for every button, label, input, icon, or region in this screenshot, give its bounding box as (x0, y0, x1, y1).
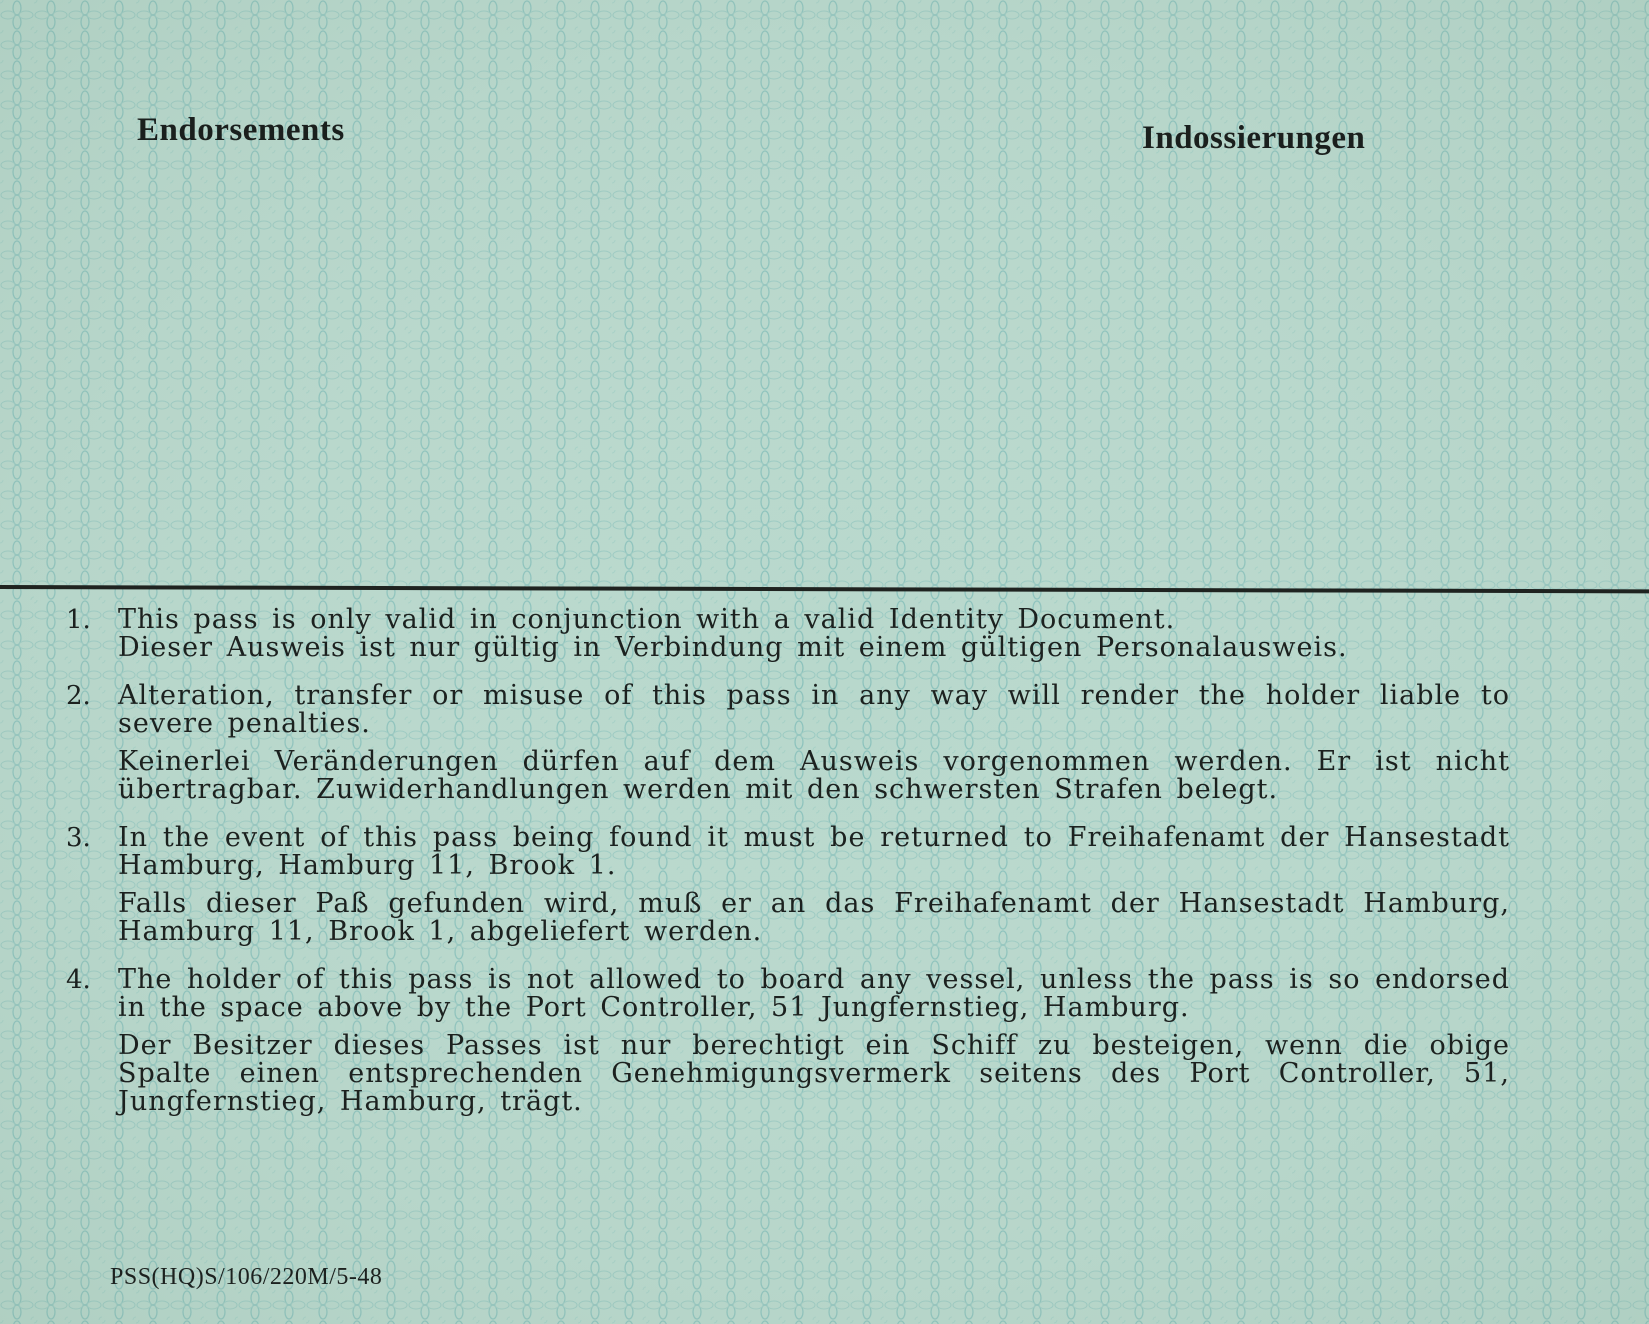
condition-text-german: Der Besitzer dieses Passes ist nur berechtigt ein Schiff zu besteigen, wenn die obige Spalte einen entsprechenden Genehmigungsvermerk seitens des Port Controller, 51, Jungfernstieg, Hamburg, trägt. (118, 1030, 1510, 1117)
condition-number: 2. (66, 681, 91, 711)
condition-number: 1. (66, 605, 91, 635)
condition-body (118, 966, 1510, 1116)
condition-text-german: Falls dieser Paß gefunden wird, muß er an das Freihafenamt der Hansestadt Hamburg, Hamburg 11, Brook 1, abgeliefert werden. (118, 888, 1510, 947)
condition-2 (60, 682, 1510, 804)
condition-text-english: This pass is only valid in conjunction with a valid Identity Document. (118, 604, 1176, 635)
condition-text-english: In the event of this pass being found it must be returned to Freihafenamt der Hansestadt Hamburg, Hamburg 11, Brook 1. (118, 822, 1510, 881)
conditions-list (60, 606, 1510, 1136)
condition-3 (60, 824, 1510, 946)
condition-body (118, 824, 1510, 946)
form-reference-code: PSS(HQ)S/106/220M/5-48 (110, 1264, 383, 1290)
condition-4 (60, 966, 1510, 1116)
condition-1 (60, 606, 1510, 662)
condition-body (118, 606, 1510, 662)
condition-text-english: Alteration, transfer or misuse of this pass in any way will render the holder liable to severe penalties. (118, 680, 1510, 739)
condition-text-english: The holder of this pass is not allowed to board any vessel, unless the pass is so endorsed in the space above by the Port Controller, 51 Jungfernstieg, Hamburg. (118, 964, 1510, 1023)
condition-text-german: Dieser Ausweis ist nur gültig in Verbindung mit einem gültigen Personalausweis. (118, 632, 1348, 663)
condition-text-german: Keinerlei Veränderungen dürfen auf dem Ausweis vorgenommen werden. Er ist nicht übertragbar. Zuwiderhandlungen werden mit den schwersten Strafen belegt. (118, 746, 1510, 805)
condition-number: 3. (66, 823, 91, 853)
indossierungen-heading: Indossierungen (1142, 120, 1366, 156)
endorsements-heading: Endorsements (137, 112, 345, 148)
condition-body (118, 682, 1510, 804)
condition-number: 4. (66, 965, 91, 995)
